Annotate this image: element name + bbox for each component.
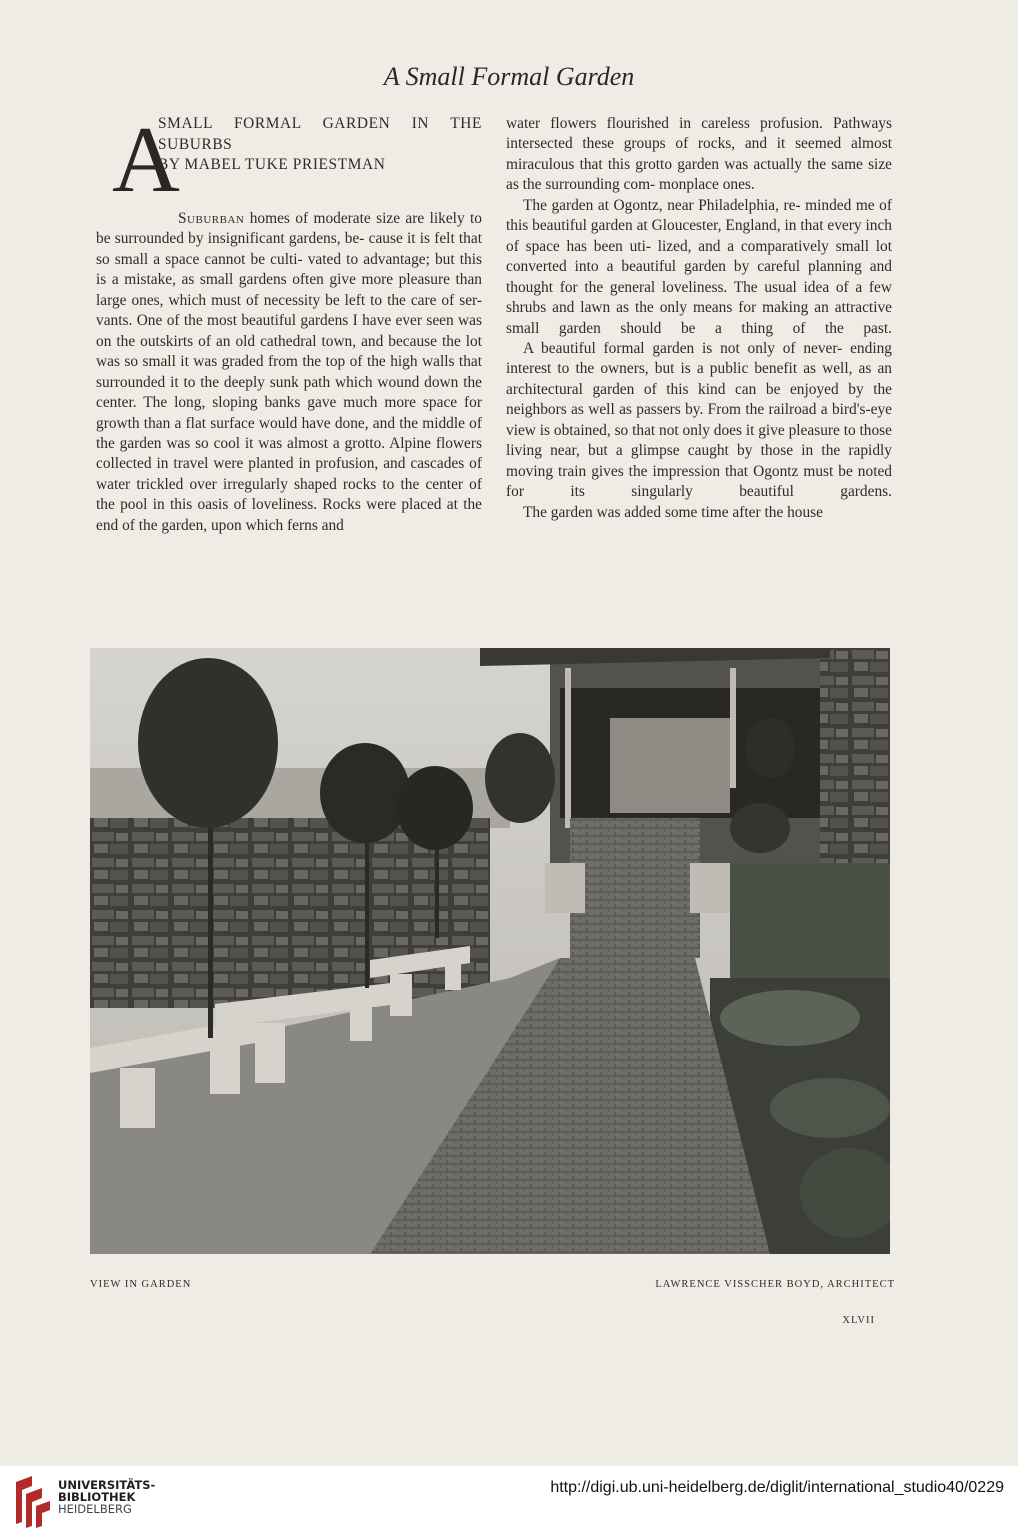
permalink-url[interactable]: http://digi.ub.uni-heidelberg.de/diglit/international_studio40/0229 xyxy=(550,1479,1004,1496)
article-title xyxy=(96,108,482,212)
running-head: A Small Formal Garden xyxy=(383,62,635,91)
drop-cap: A xyxy=(112,108,180,212)
author-byline: BY MABEL TUKE PRIESTMAN xyxy=(158,156,386,173)
right-column xyxy=(506,114,892,523)
institution-line-1: UNIVERSITÄTS- xyxy=(58,1478,156,1492)
left-column xyxy=(96,108,482,536)
institution-name xyxy=(58,1479,155,1515)
right-paragraph-2: The garden at Ogontz, near Philadelphia, re- minded me of this beautiful garden at Gloucester, England, in that every inch of space has been uti- lized, and a comparatively small lot converted into a beautiful garden by careful planning and thought for the general loveliness. The usual idea of a few shrubs and lawn as the only means for making an attractive small garden should be a thing of the past. xyxy=(506,196,892,337)
digitization-footer xyxy=(0,1466,1018,1538)
right-paragraph-3: A beautiful formal garden is not only of never- ending interest to the owners, but is a public benefit as well, as an architectural garden of this kind can be enjoyed by the neighbors as well as passers by. From the railroad a bird's-eye view is obtained, so that not only does it give pleasure to those living near, but a glimpse caught by those in the rapidly moving train gives the impression that Ogontz must be noted for its singularly beautiful gardens. xyxy=(506,339,892,501)
left-paragraph-1-text: homes of moderate size are likely to be surrounded by insignificant gardens, be- cause it is felt that so small a space cannot be culti- vated to advantage; but this is a mistake, as small gardens often give more pleasure than large ones, which must of necessity be left to the care of ser- vants. One of the most beautiful gardens I have ever seen was on the outskirts of an old cathedral town, and because the lot was so small it was graded from the top of the high walls that surrounded it to the deeply sunk path which wound down the center. The long, sloping banks gave much more space for growth than a flat surface would have done, and the middle of the garden was so cool it was almost a grotto. Alpine flowers collected in travel were planted in profusion, and cascades of water trickled over irregularly shaped rocks to the center of the pool in this oasis of loveliness. Rocks were placed at the end of the garden, upon which ferns and xyxy=(96,210,482,534)
caption-left: VIEW IN GARDEN xyxy=(90,1279,192,1290)
title-line-2: SUBURBS xyxy=(158,135,233,153)
title-line-1: SMALL FORMAL GARDEN IN THE xyxy=(158,115,482,132)
right-paragraph-4: The garden was added some time after the house xyxy=(523,503,824,521)
page-folio: XLVII xyxy=(842,1315,875,1326)
logo-shape xyxy=(36,1501,50,1528)
garden-photo-illustration xyxy=(90,648,890,1254)
title-lines xyxy=(158,114,482,176)
library-logo-icon xyxy=(12,1476,52,1528)
garden-photograph xyxy=(90,648,890,1254)
caption-right: LAWRENCE VISSCHER BOYD, ARCHITECT xyxy=(655,1279,895,1290)
right-paragraph-1: water flowers flourished in careless profusion. Pathways intersected these groups of rocks, and it seemed almost miraculous that this grotto garden was actually the same size as the surrounding com- monplace ones. xyxy=(506,115,892,194)
lead-word: Suburban xyxy=(178,210,245,227)
left-paragraph-1 xyxy=(96,209,482,536)
institution-line-2: BIBLIOTHEK xyxy=(58,1490,136,1504)
institution-line-3: HEIDELBERG xyxy=(58,1502,132,1516)
